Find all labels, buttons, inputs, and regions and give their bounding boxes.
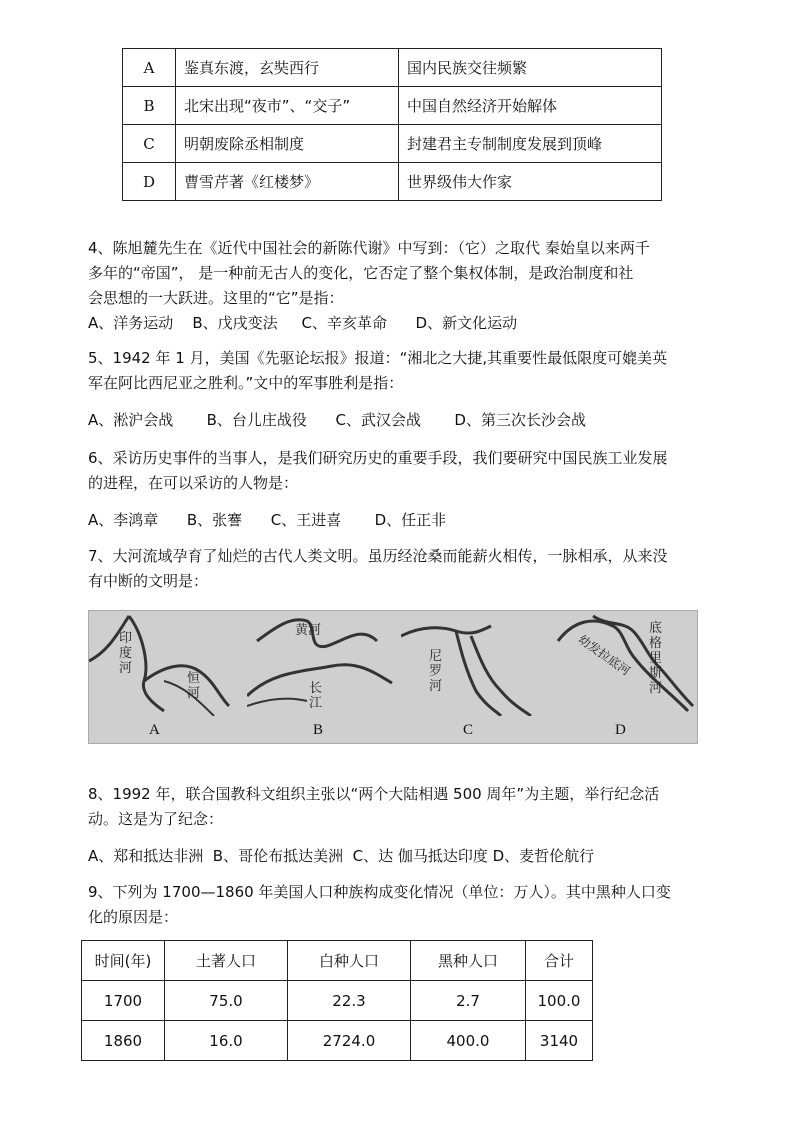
table-cell: 22.3 <box>288 981 411 1021</box>
river-label: 恒河 <box>187 671 201 701</box>
column-header: 土著人口 <box>165 941 288 981</box>
map-label: B <box>313 722 324 738</box>
question-7-line: 7、大河流域孕育了灿烂的古代人类文明。虽历经沧桑而能薪火相传，一脉相承，从来没 <box>88 547 668 565</box>
question-6-line: 的进程，在可以采访的人物是： <box>88 474 299 492</box>
question-9 <box>88 880 671 930</box>
question-5-options: A、淞沪会战 B、台儿庄战役 C、武汉会战 D、第三次长沙会战 <box>88 411 586 429</box>
option-event: 曹雪芹著《红楼梦》 <box>176 163 399 201</box>
question-6-options: A、李鸿章 B、张謇 C、王进喜 D、任正非 <box>88 511 447 529</box>
question-9-line: 化的原因是： <box>88 908 179 926</box>
map-label: D <box>615 722 626 738</box>
table-cell: 1700 <box>82 981 165 1021</box>
question-5 <box>88 346 667 433</box>
map-label: A <box>149 722 160 738</box>
question-7-line: 有中断的文明是： <box>88 572 209 590</box>
option-event: 鉴真东渡，玄奘西行 <box>176 49 399 87</box>
option-meaning: 中国自然经济开始解体 <box>399 87 662 125</box>
map-panel-b <box>247 611 395 743</box>
question-4 <box>88 236 650 336</box>
column-header: 合计 <box>526 941 593 981</box>
option-letter: B <box>123 87 176 125</box>
question-4-line: 4、陈旭麓先生在《近代中国社会的新陈代谢》中写到：（它）之取代 秦始皇以来两千 <box>88 239 650 257</box>
river-label: 印度河 <box>119 631 133 676</box>
option-meaning: 封建君主专制制度发展到顶峰 <box>399 125 662 163</box>
option-letter: A <box>123 49 176 87</box>
population-table <box>81 940 593 1061</box>
table-cell: 100.0 <box>526 981 593 1021</box>
map-panel-d <box>553 611 697 743</box>
option-letter: C <box>123 125 176 163</box>
indus-ganges-map <box>89 611 237 716</box>
river-label: 长江 <box>309 681 329 711</box>
river-maps-figure <box>88 610 698 744</box>
option-event: 明朝废除丞相制度 <box>176 125 399 163</box>
table-cell: 16.0 <box>165 1021 288 1061</box>
question-8-options: A、郑和抵达非洲 B、哥伦布抵达美洲 C、达 伽马抵达印度 D、麦哲伦航行 <box>88 847 595 865</box>
option-meaning: 世界级伟大作家 <box>399 163 662 201</box>
table-header-row <box>82 941 593 981</box>
river-label: 底格里斯河 <box>649 621 663 696</box>
table-cell: 1860 <box>82 1021 165 1061</box>
map-panel-c <box>401 611 549 743</box>
table-row <box>123 163 662 201</box>
question-4-options: A、洋务运动 B、戊戌变法 C、辛亥革命 D、新文化运动 <box>88 314 518 332</box>
river-label: 黄河 <box>295 623 322 638</box>
question-4-line: 多年的“帝国”， 是一种前无古人的变化，它否定了整个集权体制，是政治制度和社 <box>88 264 634 282</box>
map-panel-a <box>89 611 237 743</box>
table-cell: 2.7 <box>411 981 526 1021</box>
column-header: 时间(年) <box>82 941 165 981</box>
question-9-line: 9、下列为 1700—1860 年美国人口种族构成变化情况（单位：万人）。其中黑种人口变 <box>88 883 671 901</box>
option-letter: D <box>123 163 176 201</box>
table-cell: 3140 <box>526 1021 593 1061</box>
table-cell: 2724.0 <box>288 1021 411 1061</box>
table-row <box>123 49 662 87</box>
question-4-line: 会思想的一大跃进。这里的“它”是指： <box>88 289 344 307</box>
question-8-line: 8、1992 年，联合国教科文组织主张以“两个大陆相遇 500 周年”为主题，举行纪念活 <box>88 785 660 803</box>
column-header: 白种人口 <box>288 941 411 981</box>
table-cell: 400.0 <box>411 1021 526 1061</box>
option-event: 北宋出现“夜市”、“交子” <box>176 87 399 125</box>
question-5-line: 5、1942 年 1 月，美国《先驱论坛报》报道：“湘北之大捷,其重要性最低限度可媲美英 <box>88 349 668 367</box>
table-row <box>82 1021 593 1061</box>
question-5-line: 军在阿比西尼亚之胜利。”文中的军事胜利是指： <box>88 374 404 392</box>
table-row <box>82 981 593 1021</box>
question-8 <box>88 782 659 869</box>
question-7 <box>88 544 668 594</box>
question-6 <box>88 446 668 533</box>
question-8-line: 动。这是为了纪念： <box>88 810 224 828</box>
river-label: 尼罗河 <box>429 649 443 694</box>
nile-map <box>401 611 549 716</box>
map-label: C <box>463 722 474 738</box>
question-6-line: 6、采访历史事件的当事人，是我们研究历史的重要手段，我们要研究中国民族工业发展 <box>88 449 668 467</box>
options-table <box>122 48 662 201</box>
table-row <box>123 125 662 163</box>
option-meaning: 国内民族交往频繁 <box>399 49 662 87</box>
column-header: 黑种人口 <box>411 941 526 981</box>
river-label: 幼发拉底河 <box>575 632 633 679</box>
table-cell: 75.0 <box>165 981 288 1021</box>
table-row <box>123 87 662 125</box>
